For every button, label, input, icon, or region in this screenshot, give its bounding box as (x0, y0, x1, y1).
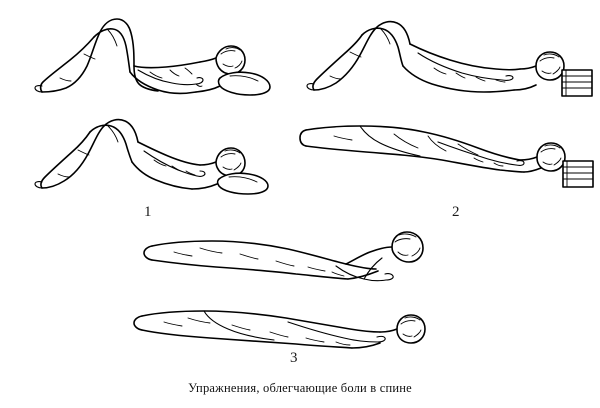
line-drawing-panel1-pose-b (28, 104, 268, 200)
line-drawing-panel3-pose-b (128, 292, 438, 354)
line-drawing-panel2-pose-a (300, 8, 595, 108)
figure-panel2-pose-b (298, 112, 596, 192)
line-drawing-panel3-pose-a (140, 222, 440, 292)
line-drawing-panel1-pose-a (30, 6, 265, 106)
panel-number-3: 3 (290, 350, 298, 366)
panel-number-1: 1 (144, 204, 152, 220)
line-drawing-panel2-pose-b (298, 112, 596, 192)
figure-panel3-pose-a (140, 222, 440, 292)
figure-panel1-pose-b (28, 104, 268, 200)
figure-panel1-pose-a (30, 6, 265, 106)
panel-number-2: 2 (452, 204, 460, 220)
figure-panel2-pose-a (300, 8, 595, 108)
figure-panel3-pose-b (128, 292, 438, 354)
figure-caption: Упражнения, облегчающие боли в спине (188, 381, 412, 395)
